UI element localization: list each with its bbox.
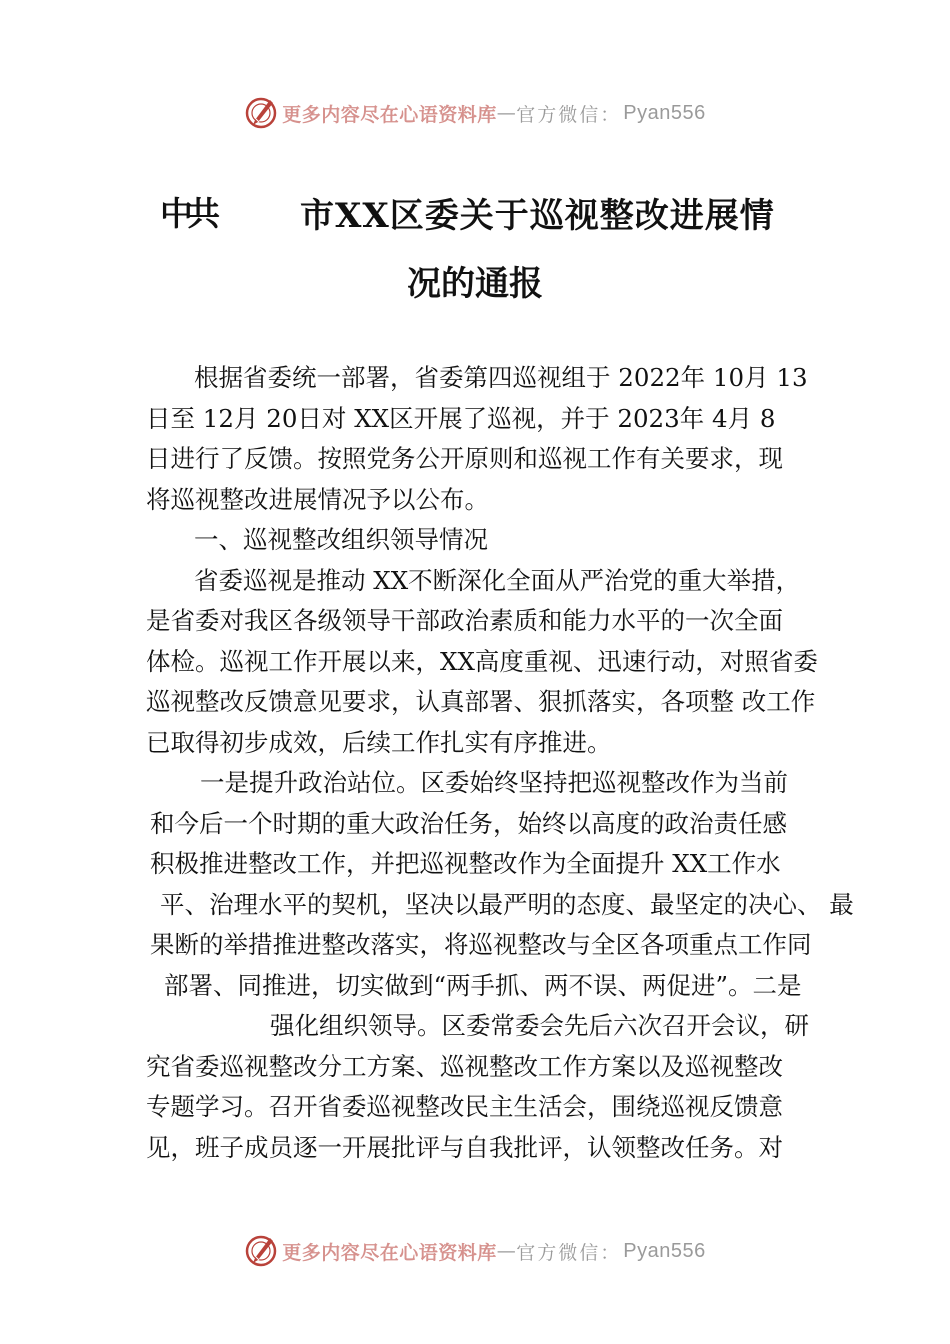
banner-wechat-id: Pyan556	[623, 101, 706, 124]
body-line: 日至 12月 20日对 XX区开展了巡视，并于 2023年 4月 8	[146, 403, 776, 433]
body-line: 省委巡视是推动 XX不断深化全面从严治党的重大举措，	[194, 565, 801, 595]
body-line: 强化组织领导。区委常委会先后六次召开会议，研	[270, 1011, 809, 1040]
title-line-2: 况的通报	[407, 264, 543, 304]
banner-wechat-id: Pyan556	[623, 1239, 706, 1262]
banner-wechat-label: 官方微信：	[516, 103, 622, 126]
body-line: 和今后一个时期的重大政治任务，始终以高度的政治责任感	[150, 808, 787, 838]
bottom-banner	[0, 1234, 950, 1268]
body-line: 一是提升政治站位。区委始终坚持把巡视整改作为当前	[200, 768, 788, 797]
banner-wechat-label: 官方微信：	[516, 1241, 622, 1264]
body-line: 体检。巡视工作开展以来，XX高度重视、迅速行动，对照省委	[146, 646, 818, 676]
body-line: 究省委巡视整改分工方案、巡视整改工作方案以及巡视整改	[146, 1051, 783, 1081]
top-banner	[0, 96, 950, 130]
banner-text: 更多内容尽在心语资料库	[282, 1241, 497, 1264]
banner-text: 更多内容尽在心语资料库	[282, 103, 497, 126]
title-main-text: 市XX区委关于巡视整改进展情	[300, 196, 775, 236]
title-garbled-prefix: 中共	[160, 194, 214, 233]
quill-seal-icon	[244, 1234, 278, 1268]
banner-separator: —	[496, 1240, 517, 1262]
body-line: 平、治理水平的契机，坚决以最严明的态度、最坚定的决心、 最	[160, 889, 854, 919]
banner-separator: —	[496, 102, 517, 124]
quill-seal-icon	[244, 96, 278, 130]
body-line: 日进行了反馈。按照党务公开原则和巡视工作有关要求，现	[146, 444, 783, 473]
body-line: 部署、同推进，切实做到“两手抓、两不误、两促进”。二是	[164, 970, 802, 1000]
section-heading: 一、巡视整改组织领导情况	[194, 525, 488, 554]
body-line: 已取得初步成效，后续工作扎实有序推进。	[146, 727, 612, 757]
body-line: 见，班子成员逐一开展批评与自我批评，认领整改任务。对	[146, 1132, 783, 1162]
body-line: 根据省委统一部署，省委第四巡视组于 2022年 10月 13	[194, 363, 808, 392]
body-line: 巡视整改反馈意见要求，认真部署、狠抓落实，各项整 改工作	[146, 687, 816, 716]
body-line: 将巡视整改进展情况予以公布。	[146, 484, 489, 514]
body-line: 积极推进整改工作，并把巡视整改作为全面提升 XX工作水	[150, 849, 781, 878]
body-line: 是省委对我区各级领导干部政治素质和能力水平的一次全面	[146, 606, 783, 635]
body-line: 专题学习。召开省委巡视整改民主生活会，围绕巡视反馈意	[146, 1092, 783, 1121]
body-line: 果断的举措推进整改落实，将巡视整改与全区各项重点工作同	[150, 930, 812, 959]
document-body	[146, 358, 854, 1168]
